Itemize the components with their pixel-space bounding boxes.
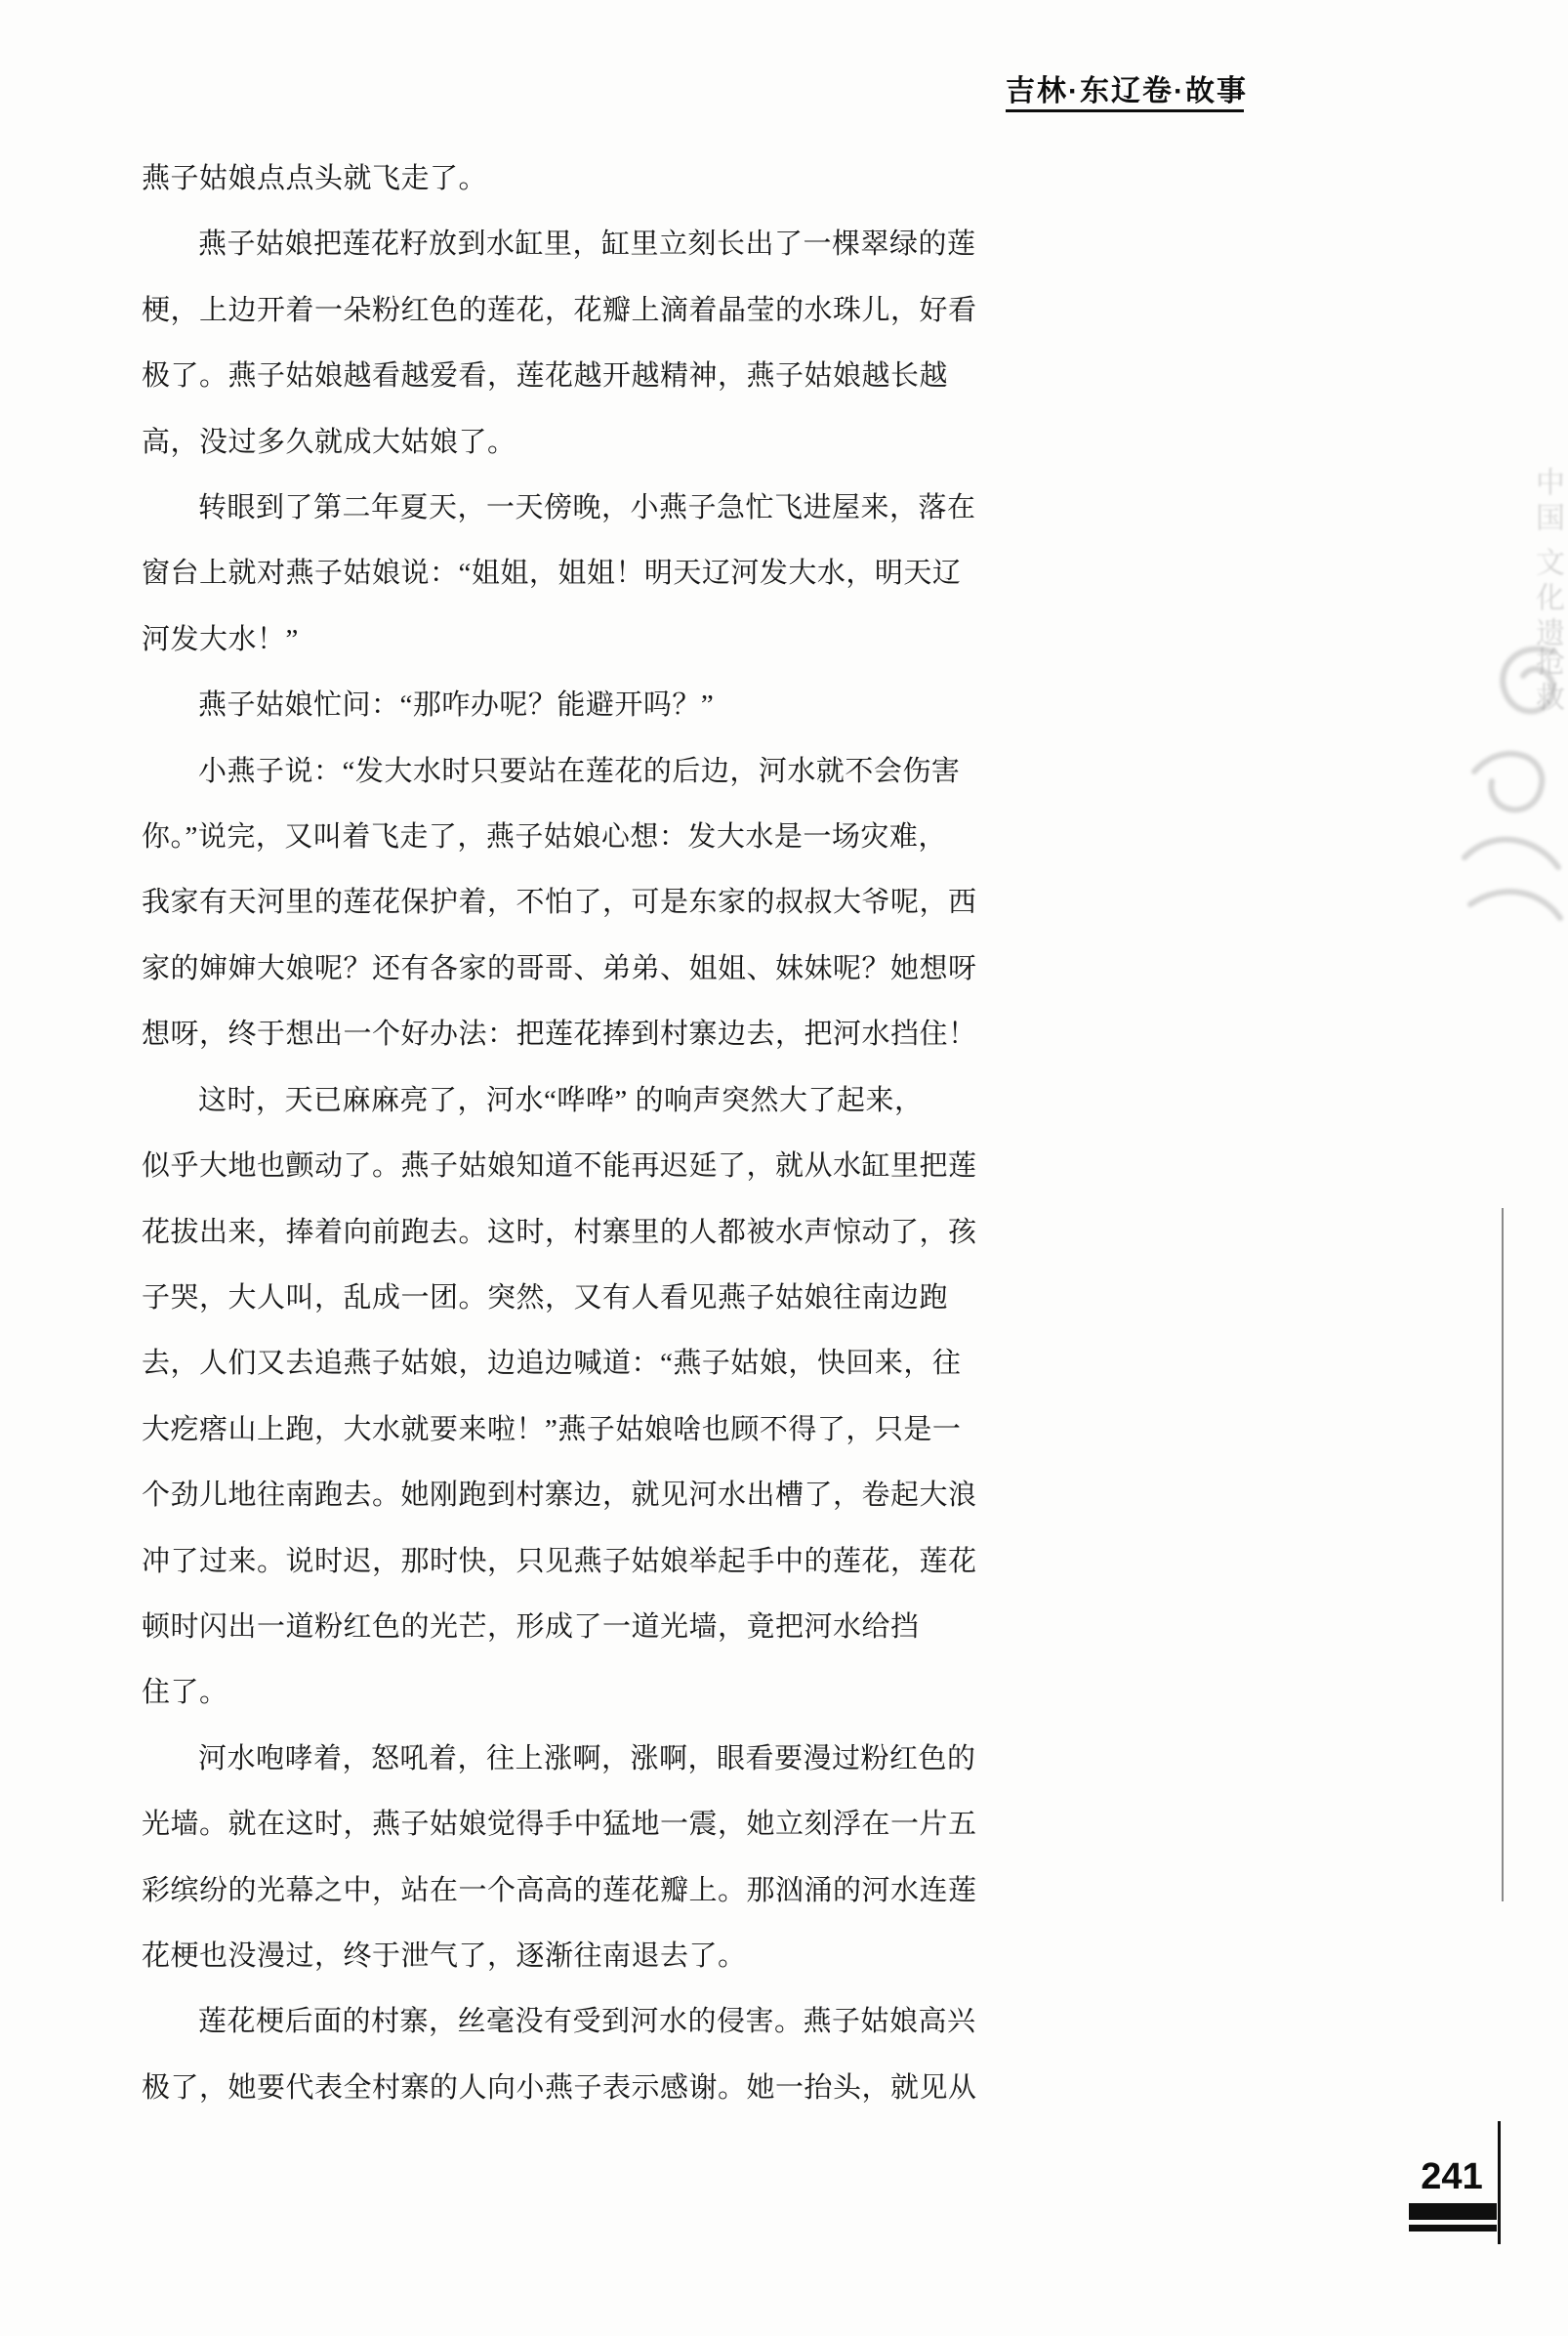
text-line: 莲花梗后面的村寨，丝毫没有受到河水的侵害。燕子姑娘高兴: [198, 2006, 976, 2038]
text-line: 想呀，终于想出一个好办法：把莲花捧到村寨边去，把河水挡住！: [142, 1019, 977, 1051]
text-line: 极了。燕子姑娘越看越爱看，莲花越开越精神，燕子姑娘越长越: [142, 360, 949, 393]
text-line: 去，人们又去追燕子姑娘，边追边喊道：“燕子姑娘，快回来，往: [142, 1348, 962, 1380]
text-line: 高，没过多久就成大姑娘了。: [142, 426, 516, 458]
text-line: 燕子姑娘忙问：“那咋办呢？能避开吗？”: [198, 689, 715, 722]
text-line: 小燕子说：“发大水时只要站在莲花的后边，河水就不会伤害: [198, 755, 961, 787]
story-text-block: [142, 146, 977, 2121]
running-head: 吉林·东辽卷·故事: [1006, 75, 1248, 107]
text-line: 极了，她要代表全村寨的人向小燕子表示感谢。她一抬头，就见从: [142, 2071, 977, 2104]
text-line: 燕子姑娘把莲花籽放到水缸里，缸里立刻长出了一棵翠绿的莲: [198, 229, 976, 261]
footer-bar-thin: [1409, 2225, 1497, 2232]
text-line: 花梗也没漫过，终于泄气了，逐渐往南退去了。: [142, 1940, 747, 1972]
text-line: 子哭，大人叫，乱成一团。突然，又有人看见燕子姑娘往南边跑: [142, 1281, 949, 1314]
edge-bleedthrough-text: 文化遗: [1531, 547, 1563, 652]
text-line: 光墙。就在这时，燕子姑娘觉得手中猛地一震，她立刻浮在一片五: [142, 1809, 977, 1841]
text-line: 我家有天河里的莲花保护着，不怕了，可是东家的叔叔大爷呢，西: [142, 887, 977, 919]
text-line: 家的婶婶大娘呢？还有各家的哥哥、弟弟、姐姐、妹妹呢？她想呀: [142, 952, 977, 984]
text-line: 这时，天已麻麻亮了，河水“哗哗” 的响声突然大了起来，: [198, 1084, 924, 1116]
text-line: 花拔出来，捧着向前跑去。这时，村寨里的人都被水声惊动了，孩: [142, 1216, 977, 1248]
text-line: 梗，上边开着一朵粉红色的莲花，花瓣上滴着晶莹的水珠儿，好看: [142, 294, 977, 326]
text-line: 河发大水！”: [142, 623, 299, 655]
text-line: 转眼到了第二年夏天，一天傍晚，小燕子急忙飞进屋来，落在: [198, 492, 976, 524]
text-line: 冲了过来。说时迟，那时快，只见燕子姑娘举起手中的莲花，莲花: [142, 1545, 977, 1577]
text-line: 住了。: [142, 1677, 228, 1709]
margin-vertical-rule: [1502, 1208, 1504, 1901]
text-line: 河水咆哮着，怒吼着，往上涨啊，涨啊，眼看要漫过粉红色的: [198, 1742, 976, 1774]
text-line: 燕子姑娘点点头就飞走了。: [142, 163, 488, 194]
text-line: 大疙瘩山上跑，大水就要来啦！”燕子姑娘啥也顾不得了，只是一: [142, 1413, 962, 1445]
text-line: 窗台上就对燕子姑娘说：“姐姐，姐姐！明天辽河发大水，明天辽: [142, 558, 962, 590]
running-head-underline: [1006, 109, 1244, 112]
text-line: 顿时闪出一道粉红色的光芒，形成了一道光墙，竟把河水给挡: [142, 1610, 920, 1643]
text-line: 你。”说完，又叫着飞走了，燕子姑娘心想：发大水是一场灾难，: [142, 821, 947, 854]
footer-bar-thick: [1409, 2203, 1497, 2220]
text-line: 个劲儿地往南跑去。她刚跑到村寨边，就见河水出槽了，卷起大浪: [142, 1480, 977, 1512]
edge-swirl-decoration: [1457, 625, 1568, 938]
text-line: 似乎大地也颤动了。燕子姑娘知道不能再迟延了，就从水缸里把莲: [142, 1150, 977, 1183]
text-line: 彩缤纷的光幕之中，站在一个高高的莲花瓣上。那汹涌的河水连莲: [142, 1874, 977, 1906]
page-number: 241: [1421, 2156, 1483, 2197]
footer-vertical-rule: [1498, 2121, 1501, 2244]
edge-bleedthrough-text: 中国: [1531, 467, 1563, 537]
edge-bleedthrough-text: 抢救: [1531, 647, 1563, 717]
